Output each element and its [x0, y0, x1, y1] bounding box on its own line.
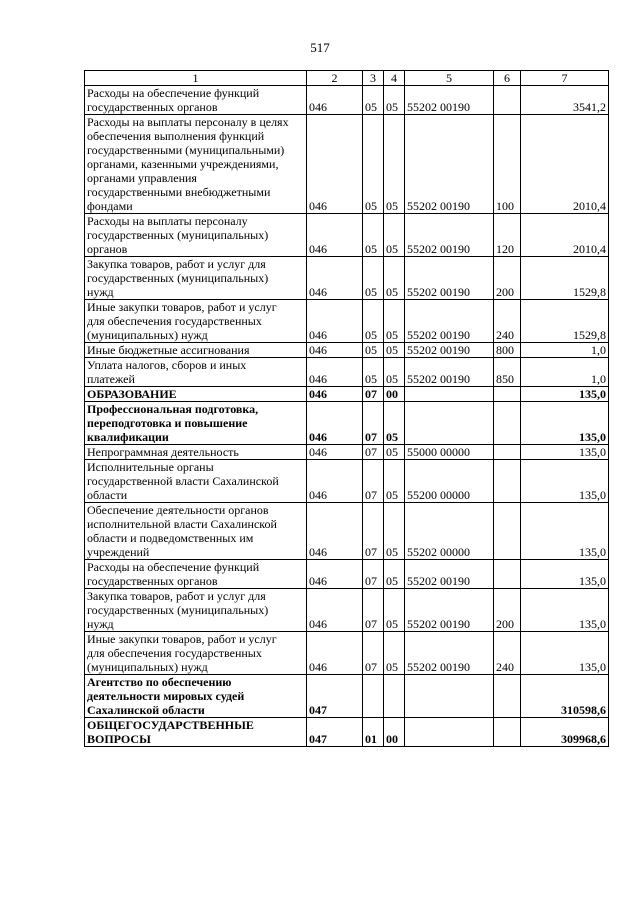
ministry-code-cell: 047	[307, 675, 363, 718]
row-name-text: ОБРАЗОВАНИЕ	[87, 387, 177, 401]
section-code-cell: 07	[363, 387, 384, 402]
subsection-code-cell: 00	[384, 387, 405, 402]
section-code-cell: 05	[363, 257, 384, 300]
target-article-cell: 55202 00190	[405, 589, 494, 632]
amount-cell: 135,0	[521, 402, 609, 445]
table-header-row	[85, 71, 609, 86]
ministry-code-cell: 046	[307, 632, 363, 675]
expense-type-cell	[494, 560, 521, 589]
section-code-cell: 05	[363, 358, 384, 387]
row-name-text: Расходы на выплаты персоналу в целях обеспечения выполнения функций государственными (муниципальными) органами, казенными учреждениями, органами управления государственными внебюджетными фондами	[87, 115, 289, 213]
row-name-text: Иные бюджетные ассигнования	[87, 343, 250, 357]
row-name-text: Иные закупки товаров, работ и услуг для обеспечения государственных (муниципальных) нужд	[87, 300, 277, 342]
subsection-code-cell: 05	[384, 402, 405, 445]
amount-cell: 1,0	[521, 343, 609, 358]
row-name-cell	[85, 589, 307, 632]
row-name-text: Уплата налогов, сборов и иных платежей	[87, 358, 247, 386]
row-name-cell	[85, 86, 307, 115]
table-row	[85, 718, 609, 747]
table-row	[85, 632, 609, 675]
section-code-cell: 07	[363, 460, 384, 503]
section-code-cell: 07	[363, 445, 384, 460]
amount-cell: 135,0	[521, 632, 609, 675]
section-code-cell: 01	[363, 718, 384, 747]
amount-cell: 2010,4	[521, 214, 609, 257]
target-article-cell	[405, 675, 494, 718]
section-code-cell: 07	[363, 402, 384, 445]
target-article-cell: 55202 00190	[405, 300, 494, 343]
ministry-code-cell: 047	[307, 718, 363, 747]
expense-type-cell	[494, 387, 521, 402]
subsection-code-cell: 05	[384, 86, 405, 115]
subsection-code-cell: 05	[384, 589, 405, 632]
table-row	[85, 445, 609, 460]
ministry-code-cell: 046	[307, 358, 363, 387]
amount-cell: 135,0	[521, 387, 609, 402]
subsection-code-cell: 05	[384, 214, 405, 257]
target-article-cell: 55202 00190	[405, 115, 494, 214]
expense-type-cell: 240	[494, 300, 521, 343]
header-cell: 4	[384, 71, 405, 86]
row-name-text: Расходы на обеспечение функций государственных органов	[87, 560, 260, 588]
row-name-cell	[85, 387, 307, 402]
table-row	[85, 300, 609, 343]
table-row	[85, 358, 609, 387]
row-name-cell	[85, 718, 307, 747]
table-row	[85, 589, 609, 632]
target-article-cell: 55202 00190	[405, 257, 494, 300]
expense-type-cell	[494, 718, 521, 747]
subsection-code-cell: 05	[384, 632, 405, 675]
amount-cell: 2010,4	[521, 115, 609, 214]
row-name-text: Исполнительные органы государственной власти Сахалинской области	[87, 460, 279, 502]
table-row	[85, 460, 609, 503]
expense-type-cell	[494, 86, 521, 115]
ministry-code-cell: 046	[307, 115, 363, 214]
ministry-code-cell: 046	[307, 445, 363, 460]
header-cell: 3	[363, 71, 384, 86]
section-code-cell	[363, 675, 384, 718]
table-row	[85, 503, 609, 560]
table-row	[85, 214, 609, 257]
subsection-code-cell: 05	[384, 445, 405, 460]
target-article-cell: 55202 00190	[405, 632, 494, 675]
subsection-code-cell: 05	[384, 115, 405, 214]
amount-cell: 135,0	[521, 445, 609, 460]
expense-type-cell: 100	[494, 115, 521, 214]
row-name-cell	[85, 632, 307, 675]
amount-cell: 1529,8	[521, 257, 609, 300]
row-name-text: Закупка товаров, работ и услуг для государственных (муниципальных) нужд	[87, 589, 269, 631]
expense-type-cell	[494, 402, 521, 445]
amount-cell: 310598,6	[521, 675, 609, 718]
expense-type-cell: 850	[494, 358, 521, 387]
ministry-code-cell: 046	[307, 589, 363, 632]
subsection-code-cell: 05	[384, 300, 405, 343]
header-cell: 5	[405, 71, 494, 86]
row-name-cell	[85, 503, 307, 560]
row-name-cell	[85, 257, 307, 300]
amount-cell: 1529,8	[521, 300, 609, 343]
row-name-text: Обеспечение деятельности органов исполнительной власти Сахалинской области и подведомственных им учреждений	[87, 503, 277, 559]
row-name-cell	[85, 445, 307, 460]
header-cell: 1	[85, 71, 307, 86]
row-name-text: Закупка товаров, работ и услуг для государственных (муниципальных) нужд	[87, 257, 269, 299]
subsection-code-cell: 00	[384, 718, 405, 747]
row-name-cell	[85, 675, 307, 718]
amount-cell: 3541,2	[521, 86, 609, 115]
expense-type-cell	[494, 460, 521, 503]
target-article-cell: 55202 00190	[405, 214, 494, 257]
table-row	[85, 343, 609, 358]
table-row	[85, 257, 609, 300]
header-cell: 2	[307, 71, 363, 86]
target-article-cell: 55202 00190	[405, 86, 494, 115]
subsection-code-cell: 05	[384, 560, 405, 589]
ministry-code-cell: 046	[307, 86, 363, 115]
row-name-text: Расходы на выплаты персоналу государственных (муниципальных) органов	[87, 214, 269, 256]
expense-type-cell	[494, 445, 521, 460]
row-name-cell	[85, 358, 307, 387]
header-cell: 6	[494, 71, 521, 86]
ministry-code-cell: 046	[307, 402, 363, 445]
amount-cell: 309968,6	[521, 718, 609, 747]
row-name-text: ОБЩЕГОСУДАРСТВЕННЫЕ ВОПРОСЫ	[87, 718, 254, 746]
table-row	[85, 560, 609, 589]
row-name-text: Профессиональная подготовка, переподготовка и повышение квалификации	[87, 402, 259, 444]
target-article-cell	[405, 718, 494, 747]
target-article-cell: 55000 00000	[405, 445, 494, 460]
expense-type-cell: 240	[494, 632, 521, 675]
expense-type-cell: 120	[494, 214, 521, 257]
target-article-cell	[405, 387, 494, 402]
budget-table	[84, 70, 609, 747]
section-code-cell: 05	[363, 300, 384, 343]
table-row	[85, 86, 609, 115]
target-article-cell: 55202 00000	[405, 503, 494, 560]
subsection-code-cell: 05	[384, 460, 405, 503]
row-name-cell	[85, 402, 307, 445]
target-article-cell: 55202 00190	[405, 358, 494, 387]
subsection-code-cell: 05	[384, 503, 405, 560]
expense-type-cell: 200	[494, 589, 521, 632]
subsection-code-cell: 05	[384, 358, 405, 387]
header-cell: 7	[521, 71, 609, 86]
section-code-cell: 05	[363, 343, 384, 358]
ministry-code-cell: 046	[307, 257, 363, 300]
section-code-cell: 07	[363, 632, 384, 675]
row-name-cell	[85, 115, 307, 214]
target-article-cell	[405, 402, 494, 445]
expense-type-cell	[494, 675, 521, 718]
ministry-code-cell: 046	[307, 214, 363, 257]
section-code-cell: 05	[363, 214, 384, 257]
row-name-cell	[85, 300, 307, 343]
section-code-cell: 07	[363, 560, 384, 589]
table-row	[85, 115, 609, 214]
ministry-code-cell: 046	[307, 343, 363, 358]
row-name-text: Агентство по обеспечению деятельности мировых судей Сахалинской области	[87, 675, 245, 717]
table-row	[85, 675, 609, 718]
amount-cell: 135,0	[521, 503, 609, 560]
row-name-cell	[85, 343, 307, 358]
expense-type-cell: 800	[494, 343, 521, 358]
row-name-text: Непрограммная деятельность	[87, 445, 239, 459]
table-row	[85, 387, 609, 402]
target-article-cell: 55200 00000	[405, 460, 494, 503]
page-number: 517	[310, 40, 330, 55]
ministry-code-cell: 046	[307, 560, 363, 589]
amount-cell: 135,0	[521, 560, 609, 589]
amount-cell: 135,0	[521, 589, 609, 632]
amount-cell: 135,0	[521, 460, 609, 503]
expense-type-cell	[494, 503, 521, 560]
ministry-code-cell: 046	[307, 460, 363, 503]
section-code-cell: 05	[363, 115, 384, 214]
subsection-code-cell	[384, 675, 405, 718]
table-row	[85, 402, 609, 445]
section-code-cell: 07	[363, 589, 384, 632]
row-name-text: Расходы на обеспечение функций государственных органов	[87, 86, 260, 114]
target-article-cell: 55202 00190	[405, 560, 494, 589]
ministry-code-cell: 046	[307, 300, 363, 343]
amount-cell: 1,0	[521, 358, 609, 387]
section-code-cell: 05	[363, 86, 384, 115]
row-name-cell	[85, 460, 307, 503]
row-name-text: Иные закупки товаров, работ и услуг для обеспечения государственных (муниципальных) нужд	[87, 632, 277, 674]
subsection-code-cell: 05	[384, 343, 405, 358]
ministry-code-cell: 046	[307, 503, 363, 560]
ministry-code-cell: 046	[307, 387, 363, 402]
row-name-cell	[85, 560, 307, 589]
expense-type-cell: 200	[494, 257, 521, 300]
row-name-cell	[85, 214, 307, 257]
subsection-code-cell: 05	[384, 257, 405, 300]
section-code-cell: 07	[363, 503, 384, 560]
target-article-cell: 55202 00190	[405, 343, 494, 358]
